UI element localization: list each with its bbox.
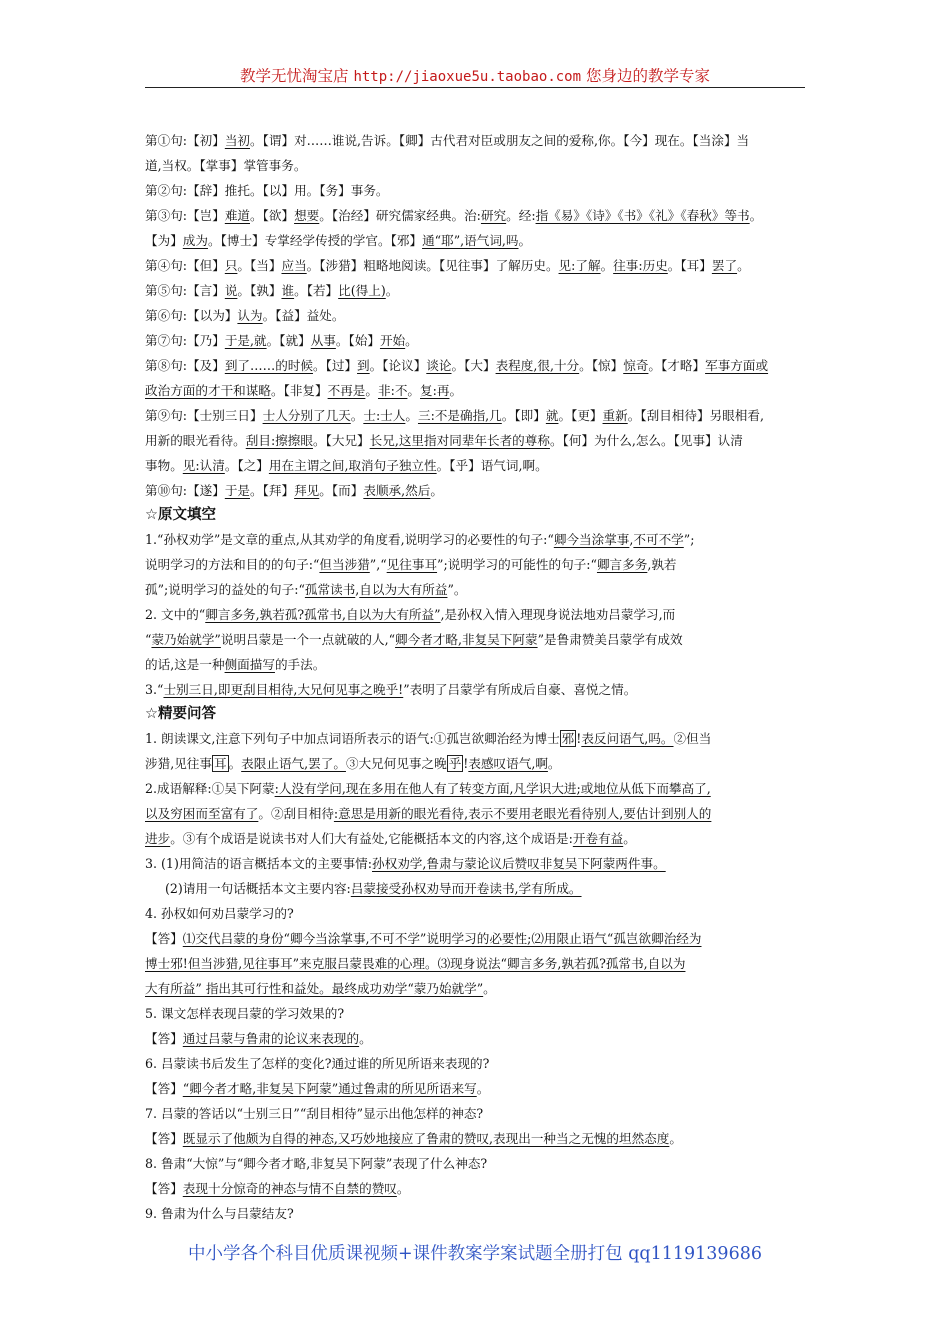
underlined-answer: 既显示了他颇为自得的神态,又巧妙地接应了鲁肃的赞叹,表现出一种当之无愧的坦然态度	[182, 1131, 670, 1146]
text-run: 2. 文中的“	[145, 607, 206, 622]
text-run: 。	[385, 283, 399, 298]
text-line	[145, 328, 810, 353]
underlined-answer: 表现十分惊奇的神态与情不自禁的赞叹	[182, 1181, 397, 1196]
text-line	[145, 901, 810, 926]
text-run: 。【博士】专掌经学传授的学官。【邪】	[207, 233, 423, 248]
underlined-answer: 认为	[237, 308, 263, 323]
text-run: 。【当】	[237, 258, 282, 273]
text-run: 说明学习的方法和目的的句子:“	[145, 557, 320, 572]
text-run: 。	[228, 756, 242, 771]
underlined-answer: 见往事耳	[386, 557, 438, 572]
text-run: 7. 吕蒙的答话以“士别三日”“刮目相待”显示出他怎样的神态?	[145, 1106, 484, 1121]
text-run: 。【益】益处。	[262, 308, 345, 323]
text-run: 【答】	[145, 1181, 183, 1196]
text-run: 第⑩句:【遂】	[145, 483, 225, 498]
text-line	[145, 926, 810, 951]
text-run: 。【耳】	[667, 258, 712, 273]
text-run: (2)请用一句话概括本文主要内容:	[165, 881, 351, 896]
text-run: 。【而】	[319, 483, 364, 498]
text-run: “	[145, 632, 152, 647]
text-run: ”。	[447, 582, 467, 597]
text-run: 第④句:【但】	[145, 258, 225, 273]
header-url[interactable]: http://jiaoxue5u.taobao.com	[353, 69, 582, 85]
underlined-answer: 非:不	[377, 383, 408, 398]
text-line	[145, 602, 810, 627]
underlined-answer: 拜见	[294, 483, 320, 498]
text-run: 。	[483, 981, 496, 996]
underlined-answer: 往事:历史	[613, 258, 668, 273]
text-run: 8. 鲁肃“大惊”与“卿今者才略,非复吴下阿蒙”表现了什么神态?	[145, 1156, 488, 1171]
text-line	[145, 1026, 810, 1051]
underlined-answer: 表程度,很,十分	[495, 358, 580, 373]
underlined-answer: 见:认清	[182, 458, 225, 473]
underlined-answer: 卿言多务,孰若孤?孤常书,自以为大有所益”	[205, 607, 441, 622]
text-run: 涉猎,见往事	[145, 756, 212, 771]
text-line	[145, 353, 810, 378]
text-line	[145, 178, 810, 203]
text-run: 。【大兄】	[312, 433, 370, 448]
text-line	[145, 203, 810, 228]
text-line	[145, 453, 810, 478]
page-header	[145, 64, 805, 88]
underlined-answer: 到	[357, 358, 370, 373]
text-run: ,是孙权入情入理现身说法地劝吕蒙学习,而	[440, 607, 676, 622]
boxed-emphasis-char: 乎	[448, 756, 462, 771]
underlined-answer: 博士邪!但当涉猎,见往事耳”来克服吕蒙畏难的心理。⑶现身说法“卿言多务,孰若孤?孤常书,自以为	[145, 956, 686, 971]
header-shop-name: 教学无忧淘宝店	[240, 67, 354, 85]
underlined-answer: 长兄,这里指对同辈年长者的尊称	[369, 433, 550, 448]
underlined-answer: 用在主谓之间,取消句子独立性	[268, 458, 437, 473]
text-run: ,	[355, 582, 360, 597]
underlined-answer: 复:再	[420, 383, 450, 398]
text-run: 。	[359, 1031, 372, 1046]
header-slogan: 您身边的教学专家	[581, 67, 710, 85]
text-line	[145, 478, 810, 503]
text-run: !	[576, 731, 582, 746]
text-run: 3. (1)用简洁的语言概括本文的主要事情:	[145, 856, 373, 871]
text-run: ③大兄何见事之晚	[345, 756, 447, 771]
underlined-answer: 于是,就	[224, 333, 267, 348]
text-line	[145, 228, 810, 253]
underlined-answer: 表感叹语气,啊	[468, 756, 548, 771]
underlined-answer: 说	[224, 283, 238, 298]
underlined-answer: 开卷有益	[572, 831, 624, 846]
underlined-answer: 到了……的时候	[224, 358, 313, 373]
text-run: 。③有个成语是说读书对人们大有益处,它能概括本文的内容,这个成语是:	[170, 831, 573, 846]
text-run: 。	[623, 831, 636, 846]
text-line	[145, 1176, 810, 1201]
text-run: ”表明了吕蒙学有所成后自豪、喜悦之情。	[403, 682, 637, 697]
underlined-answer: 见:了解	[558, 258, 601, 273]
underlined-answer: 重新	[602, 408, 628, 423]
underlined-answer: 通过吕蒙与鲁肃的论议来表现的	[182, 1031, 360, 1046]
text-run: 第③句:【岂】	[145, 208, 225, 223]
underlined-answer: 成为	[182, 233, 208, 248]
underlined-answer: 侧面描写	[224, 657, 275, 672]
text-run: 【答】	[145, 931, 183, 946]
text-line	[145, 627, 810, 652]
text-run: 。【涉猎】粗略地阅读。【见往事】了解历史。	[306, 258, 559, 273]
text-run: 。【乎】语气词,啊。	[436, 458, 548, 473]
text-run: 。	[737, 258, 750, 273]
text-run: 4. 孙权如何劝吕蒙学习的?	[145, 906, 294, 921]
text-line	[145, 527, 810, 552]
text-run: 【答】	[145, 1131, 183, 1146]
underlined-answer: :人没有学问,现在多用在他人有了转变方面,凡学识大进;或地位从低下而攀高了,	[274, 781, 711, 796]
underlined-answer: 自以为大有所益	[359, 582, 448, 597]
text-run: 。【始】	[335, 333, 380, 348]
underlined-answer: 罢了	[711, 258, 738, 273]
text-run: 【为】	[145, 233, 183, 248]
underlined-answer: 刮目:擦擦眼	[245, 433, 313, 448]
text-run: !	[463, 756, 469, 771]
text-run: 。	[365, 383, 378, 398]
text-line	[145, 1001, 810, 1026]
text-run: 第⑧句:【及】	[145, 358, 225, 373]
text-run: 。	[476, 1081, 490, 1096]
underlined-answer: :意思是用新的眼光看待,表示不要用老眼光看待别人,要估计到别人的	[333, 806, 712, 821]
text-run: 道,当权。【掌事】掌管事务。	[145, 158, 307, 173]
text-run: 9. 鲁肃为什么与吕蒙结友?	[145, 1206, 294, 1221]
text-run: ②但当	[673, 731, 712, 746]
text-line	[145, 303, 810, 328]
underlined-answer: 于是	[224, 483, 250, 498]
text-run: 第⑤句:【言】	[145, 283, 225, 298]
underlined-answer: 进步	[145, 831, 171, 846]
text-run: 的话,这是一种	[145, 657, 225, 672]
text-run: 。	[749, 208, 763, 223]
text-run: 。【过】	[312, 358, 358, 373]
text-run: 说明吕蒙是一个一点就破的人,“	[220, 632, 396, 647]
underlined-answer: 军事方面或	[705, 358, 769, 373]
text-run: 1. 朗读课文,注意下列句子中加点词语所表示的语气:①孤岂欲卿治经为博士	[145, 731, 560, 746]
text-line	[145, 253, 810, 278]
underlined-answer: 孤常读书	[304, 582, 356, 597]
underlined-answer: 三:不是确指,几	[417, 408, 502, 423]
text-run: 。经:	[506, 208, 536, 223]
text-run: ”是鲁肃赞美吕蒙学有成效	[537, 632, 683, 647]
header-divider	[145, 87, 805, 88]
underlined-answer: 政治方面的才干和谋略	[145, 383, 271, 398]
text-line	[145, 1101, 810, 1126]
text-run: 第⑨句:【士别三日】	[145, 408, 263, 423]
text-line	[145, 1201, 810, 1226]
underlined-answer: 吕蒙接受孙权劝导而开卷读书,学有所成。	[350, 881, 582, 896]
text-line	[145, 552, 810, 577]
underlined-answer: ⑴交代吕蒙的身份“卿今当涂掌事,不可不学”说明学习的必要性;⑵用限止语气“孤岂欲卿治经为	[182, 931, 702, 946]
text-run: 6. 吕蒙读书后发生了怎样的变化?通过谁的所见所语来表现的?	[145, 1056, 490, 1071]
text-run: 。	[350, 408, 364, 423]
underlined-answer: 表反问语气,吗。	[581, 731, 674, 746]
text-line	[145, 577, 810, 602]
text-run: 。【若】	[294, 283, 339, 298]
text-run: 。	[405, 333, 418, 348]
text-run: 。【即】	[501, 408, 546, 423]
boxed-emphasis-char: 邪	[561, 731, 575, 746]
text-run: 3.“	[145, 682, 164, 697]
text-line	[145, 826, 810, 851]
text-run: 。【之】	[224, 458, 269, 473]
text-line	[145, 751, 810, 776]
underlined-answer: 表限止语气,罢了。	[241, 756, 346, 771]
text-line	[145, 677, 810, 702]
text-run: 第②句:【辞】推托。【以】用。【务】事务。	[145, 183, 389, 198]
text-run: ,孰若	[647, 557, 677, 572]
text-line	[145, 951, 810, 976]
text-run: 5. 课文怎样表现吕蒙的学习效果的?	[145, 1006, 345, 1021]
underlined-answer: “卿今者才略,非复吴下阿蒙”通过鲁肃的所见所语来写	[182, 1081, 477, 1096]
text-run: 。	[600, 258, 614, 273]
text-line	[145, 776, 810, 801]
underlined-answer: 想要	[294, 208, 320, 223]
text-run: 第⑦句:【乃】	[145, 333, 225, 348]
underlined-answer: 大有所益” 指出其可行性和益处。最终成功劝学“蒙乃始就学”	[145, 981, 484, 996]
text-run: 。【论议】	[369, 358, 427, 373]
text-run: 。	[449, 383, 463, 398]
underlined-answer: 只	[224, 258, 238, 273]
underlined-answer: 谁	[281, 283, 295, 298]
underlined-answer: 士人分别了几天	[262, 408, 351, 423]
underlined-answer: 应当	[281, 258, 307, 273]
text-line	[145, 1126, 810, 1151]
section-heading: ☆原文填空	[145, 507, 216, 523]
text-run: 用新的眼光看待。	[145, 433, 246, 448]
text-run: 【答】	[145, 1081, 183, 1096]
text-run: 。	[396, 1181, 410, 1196]
underlined-answer: 卿今者才略,非复吴下阿蒙	[395, 632, 538, 647]
text-run: 事物。	[145, 458, 183, 473]
underlined-answer: 开始	[379, 333, 406, 348]
text-run: 。【拜】	[250, 483, 295, 498]
text-run: 第①句:【初】	[145, 133, 225, 148]
text-line	[145, 851, 810, 876]
text-line	[145, 128, 810, 153]
underlined-answer: 研究	[480, 208, 507, 223]
underlined-answer: 惊奇	[623, 358, 649, 373]
boxed-emphasis-char: 耳	[213, 756, 227, 771]
text-run: ,	[629, 532, 634, 547]
text-run: 。	[405, 408, 418, 423]
underlined-answer: 蒙乃始就学”	[151, 632, 221, 647]
text-run: 。	[547, 756, 561, 771]
underlined-answer: 表顺承,然后	[363, 483, 431, 498]
underlined-answer: 不可不学	[633, 532, 684, 547]
text-run: ”;	[683, 532, 695, 547]
page-footer: 中小学各个科目优质课视频+课件教案学案试题全册打包 qq1119139686	[188, 1244, 762, 1264]
text-line	[145, 1151, 810, 1176]
text-run: 。【更】	[558, 408, 603, 423]
text-line	[145, 278, 810, 303]
section-heading: ☆精要问答	[145, 706, 216, 722]
text-run: 。	[669, 1131, 682, 1146]
underlined-answer: 谈论	[426, 358, 452, 373]
text-run: 。【谓】对……谁说,告诉。【卿】古代君对臣或朋友之间的爱称,你。【今】现在。【当涂】当	[250, 133, 750, 148]
text-run: 。【惊】	[579, 358, 624, 373]
underlined-answer: 就	[545, 408, 559, 423]
text-run: 第⑥句:【以为】	[145, 308, 238, 323]
text-run: 。【大】	[451, 358, 496, 373]
text-run: 。【治经】研究儒家经典。治:	[319, 208, 481, 223]
text-run: 【答】	[145, 1031, 183, 1046]
text-line	[145, 378, 810, 403]
text-line	[145, 652, 810, 677]
underlined-answer: 通“耶”,语气词,吗	[422, 233, 519, 248]
underlined-answer: 以及穷困而至富有了	[145, 806, 259, 821]
underlined-answer: 士别三日,即更刮目相待,大兄何见事之晚乎!	[163, 682, 404, 697]
text-run: 。	[407, 383, 421, 398]
text-line	[145, 876, 810, 901]
underlined-answer: 卿言多务	[596, 557, 648, 572]
text-run: 。【孰】	[237, 283, 282, 298]
text-run: 1.“孙权劝学”是文章的重点,从其劝学的角度看,说明学习的必要性的句子:“	[145, 532, 554, 547]
text-run: 。【欲】	[250, 208, 295, 223]
text-run: 。	[518, 233, 532, 248]
text-run: 。【刮目相待】另眼相看,	[627, 408, 764, 423]
underlined-answer: 士:士人	[363, 408, 406, 423]
underlined-answer: 从事	[310, 333, 336, 348]
underlined-answer: 但当涉猎	[319, 557, 370, 572]
text-line	[145, 153, 810, 178]
text-run: 的手法。	[274, 657, 326, 672]
text-run: 。	[430, 483, 443, 498]
text-line	[145, 976, 810, 1001]
underlined-answer: 指《易》《诗》《书》《礼》《春秋》等书	[535, 208, 750, 223]
text-run: 2.成语解释:①吴下阿蒙	[145, 781, 275, 796]
text-run: ”,“	[369, 557, 387, 572]
document-body	[145, 128, 810, 1226]
underlined-answer: 难道	[224, 208, 250, 223]
text-run: ”;说明学习的可能性的句子:“	[437, 557, 597, 572]
text-line	[145, 403, 810, 428]
text-line	[145, 1076, 810, 1101]
underlined-answer: 比(得上)	[338, 283, 386, 298]
text-run: 孤”;说明学习的益处的句子:“	[145, 582, 305, 597]
text-line	[145, 726, 810, 751]
text-run: 。【才略】	[648, 358, 706, 373]
underlined-answer: 孙权劝学,鲁肃与蒙论议后赞叹非复吴下阿蒙两件事。	[372, 856, 666, 871]
text-line	[145, 801, 810, 826]
text-run: 。②刮目相待	[258, 806, 334, 821]
text-run: 。【非复】	[270, 383, 328, 398]
text-line	[145, 428, 810, 453]
underlined-answer: 不再是	[327, 383, 366, 398]
text-run: 。【就】	[266, 333, 311, 348]
text-line	[145, 1051, 810, 1076]
underlined-answer: 卿今当涂掌事	[553, 532, 630, 547]
text-run: 。【何】为什么,怎么。【见事】认清	[549, 433, 743, 448]
underlined-answer: 当初	[224, 133, 250, 148]
